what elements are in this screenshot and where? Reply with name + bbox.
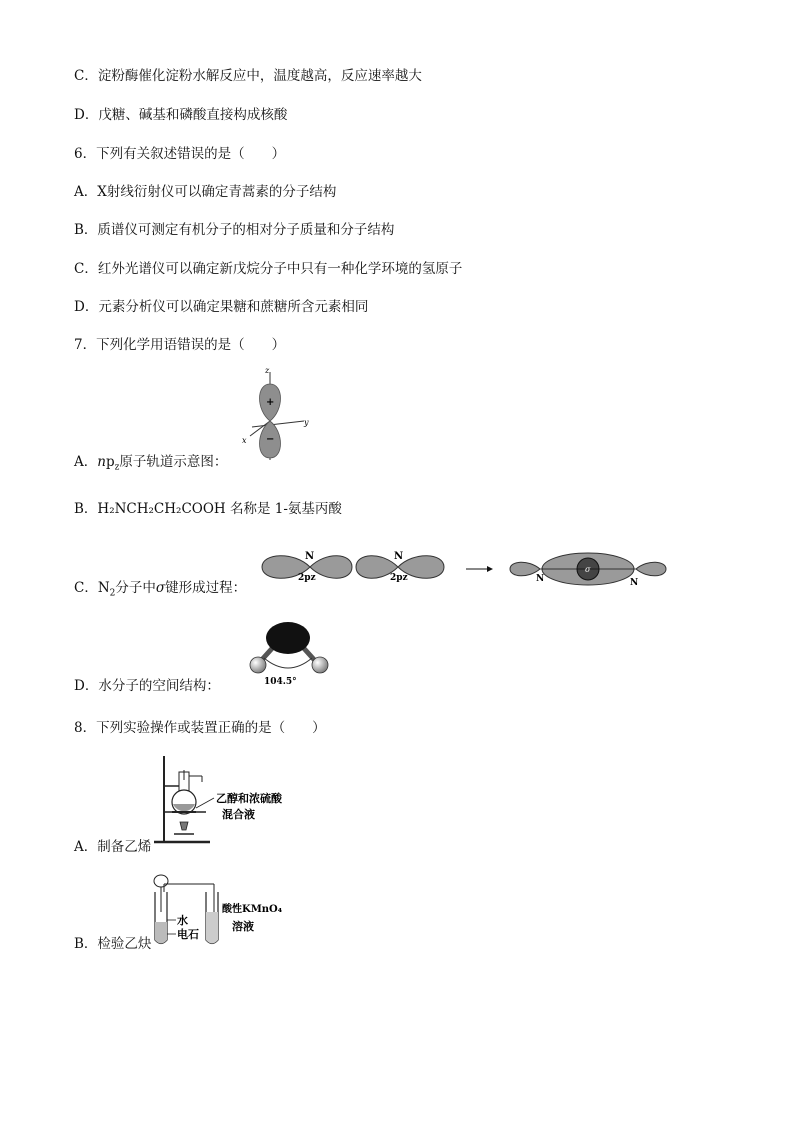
sigma-label: σ [585, 565, 591, 574]
question-8: 8．下列实验操作或装置正确的是（ ） [74, 720, 326, 736]
option-6d: D．元素分析仪可以确定果糖和蔗糖所含元素相同 [74, 299, 369, 315]
carbide-label: 电石 [177, 928, 199, 941]
minus-sign: − [266, 434, 275, 445]
bond-angle-label: 104.5° [264, 677, 297, 686]
option-6b: B．质谱仪可测定有机分子的相对分子质量和分子结构 [74, 222, 395, 238]
sigma-bond-figure [258, 545, 678, 589]
n-atom-label-2: N [394, 551, 404, 562]
axis-z-label: z [265, 366, 270, 375]
plus-sign: + [266, 397, 275, 408]
solution-label: 溶液 [232, 920, 254, 933]
water-molecule-figure [246, 618, 346, 686]
reagent-label: 酸性KMnO₄ [222, 904, 283, 915]
option-7c: C．$N_2$分子中σ键形成过程： [74, 580, 247, 599]
option-8b: B．检验乙炔 [74, 936, 152, 952]
pz-orbital-figure [236, 364, 314, 464]
axis-x-label: x [242, 436, 247, 445]
apparatus-label-1: 乙醇和浓硫酸 [216, 792, 282, 805]
n-atom-label-1: N [305, 551, 315, 562]
question-7: 7．下列化学用语错误的是（ ） [74, 337, 286, 353]
water-label: 水 [177, 914, 188, 927]
n-atom-label-4: N [630, 578, 639, 588]
option-7b: B．H₂NCH₂CH₂COOH 名称是 1-氨基丙酸 [74, 501, 342, 517]
orbital-label-1: 2pz [298, 573, 316, 583]
ethylene-apparatus-figure [152, 752, 298, 846]
option-5c: C．淀粉酶催化淀粉水解反应中，温度越高，反应速率越大 [74, 68, 422, 84]
question-6: 6．下列有关叙述错误的是（ ） [74, 146, 286, 162]
axis-y-label: y [304, 418, 309, 427]
option-8a: A．制备乙烯 [74, 839, 152, 855]
option-7d: D．水分子的空间结构： [74, 678, 220, 694]
apparatus-label-2: 混合液 [222, 808, 255, 821]
orbital-label-2: 2pz [390, 573, 408, 583]
n-atom-label-3: N [536, 574, 545, 584]
option-7a: A．$np_z$原子轨道示意图： [74, 454, 228, 473]
option-6c: C．红外光谱仪可以确定新戊烷分子中只有一种化学环境的氢原子 [74, 261, 463, 277]
option-6a: A．X射线衍射仪可以确定青蒿素的分子结构 [74, 184, 337, 200]
option-5d: D．戊糖、碱基和磷酸直接构成核酸 [74, 107, 288, 123]
acetylene-apparatus-figure [150, 872, 290, 948]
